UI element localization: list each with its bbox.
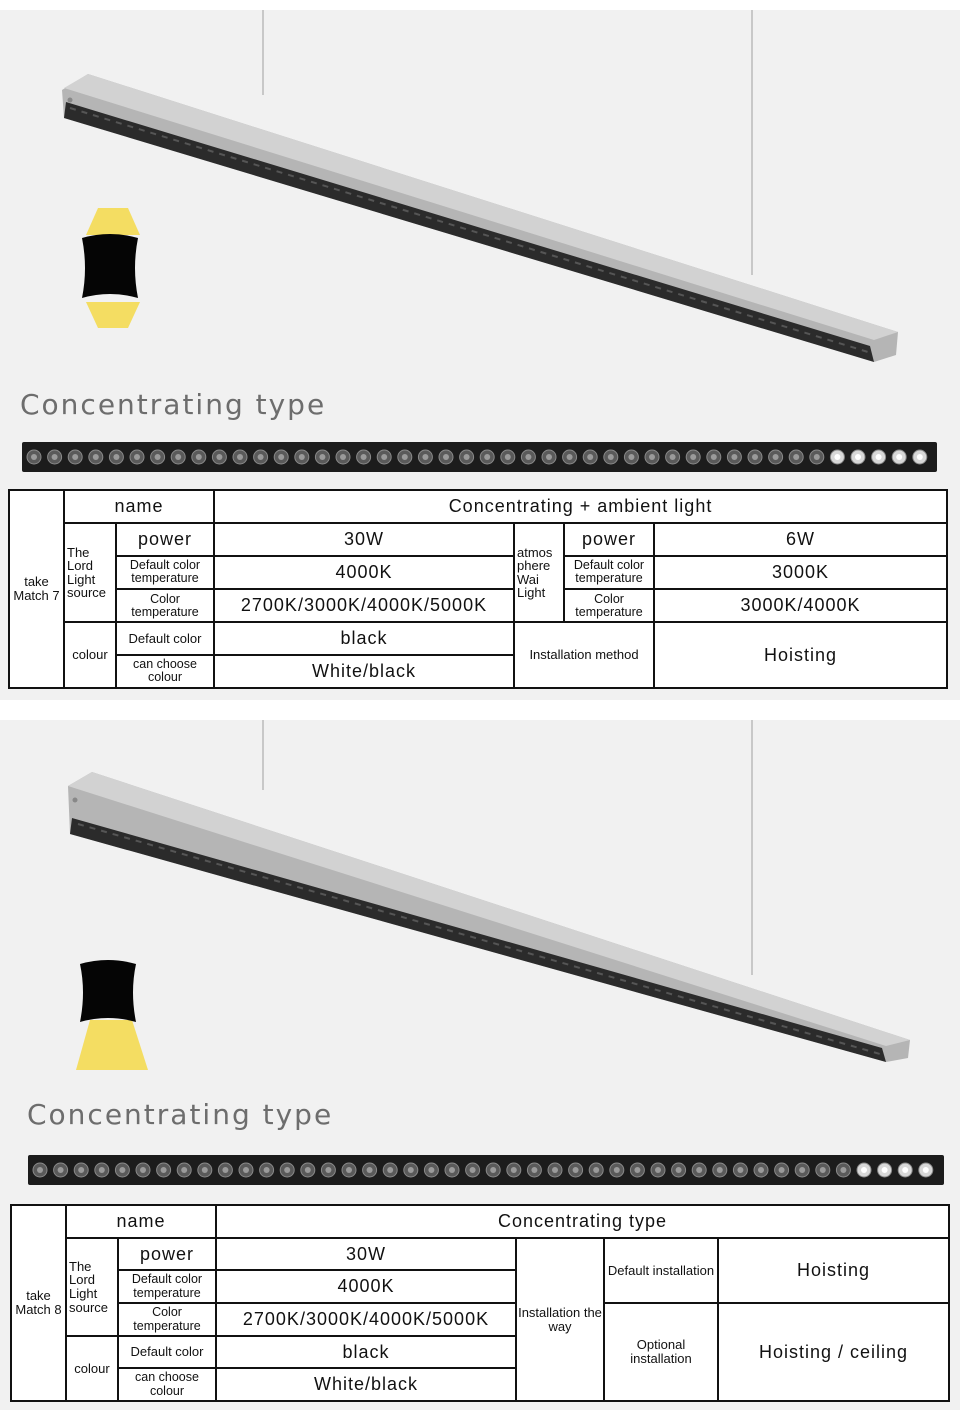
spec-table-1 [8,489,948,689]
led-dot-center [196,454,202,460]
led-dot-center [484,454,490,460]
section-2 [0,710,960,1422]
led-dot-center [923,1167,929,1173]
led-dot-center [902,1167,908,1173]
led-dot-center [99,1167,105,1173]
ambient-default-ct-value: 3000K [654,556,947,589]
name-label: name [66,1205,216,1238]
led-dot-center [834,454,840,460]
led-dot-center [305,1167,311,1173]
led-dot-center [340,454,346,460]
colour-label: colour [66,1336,118,1401]
led-dot-center [408,1167,414,1173]
led-dot-center [319,454,325,460]
led-dot-center [381,454,387,460]
led-dot-center [387,1167,393,1173]
section-1 [0,0,960,710]
led-dot-center [299,454,305,460]
led-dot-center [161,1167,167,1173]
led-dot-center [505,454,511,460]
led-dot-center [717,1167,723,1173]
led-dot-center [113,454,119,460]
led-dot-center [731,454,737,460]
led-dot-center [428,1167,434,1173]
led-dot-center [917,454,923,460]
led-dot-center [93,454,99,460]
led-dot-center [402,454,408,460]
led-dot-center [443,454,449,460]
led-dot-center [284,1167,290,1173]
section-heading: Concentrating type [27,1098,334,1131]
led-dot-center [608,454,614,460]
led-dot-center [37,1167,43,1173]
default-color-value: black [214,622,514,654]
led-dot-center [552,1167,558,1173]
main-light-source-label: The Lord Light source [66,1238,118,1336]
optional-install-label: Optional installation [604,1303,718,1401]
led-dot-center [119,1167,125,1173]
ambient-ct-value: 3000K/4000K [654,589,947,622]
led-dot-center [464,454,470,460]
ct-label: Color temperature [116,589,214,622]
led-dot-center [237,454,243,460]
led-dot-center [628,454,634,460]
can-choose-value: White/black [216,1368,516,1401]
ct-label: Color temperature [118,1303,216,1336]
name-value: Concentrating + ambient light [214,490,947,523]
default-install-value: Hoisting [718,1238,949,1303]
led-dot-center [861,1167,867,1173]
ct-value: 2700K/3000K/4000K/5000K [216,1303,516,1336]
main-light-source-label: The Lord Light source [64,523,116,622]
power-value: 30W [214,523,514,555]
optional-install-value: Hoisting / ceiling [718,1303,949,1401]
led-dot-center [758,1167,764,1173]
section-heading: Concentrating type [20,388,327,421]
install-method-label: Installation method [514,622,654,688]
led-dot-center [876,454,882,460]
led-dot-center [361,454,367,460]
ambient-power-value: 6W [654,523,947,555]
led-dot-center [587,454,593,460]
default-ct-label: Default color temperature [118,1270,216,1303]
install-way-label: Installation the way [516,1238,604,1401]
led-dot-center [779,1167,785,1173]
ambient-light-label: atmos phere Wai Light [514,523,564,622]
led-dot-center [773,454,779,460]
led-dot-center [222,1167,228,1173]
led-dot-center [737,1167,743,1173]
led-dot-center [799,1167,805,1173]
led-dot-center [470,1167,476,1173]
led-dot-center [72,454,78,460]
spec-table-2 [10,1204,950,1402]
led-dot-center [676,1167,682,1173]
power-label: power [118,1238,216,1270]
led-dot-center [140,1167,146,1173]
led-dot-center [181,1167,187,1173]
ambient-ct-label: Color temperature [564,589,654,622]
led-dot-center [134,454,140,460]
colour-label: colour [64,622,116,688]
led-dot-center [325,1167,331,1173]
can-choose-label: can choose colour [118,1368,216,1401]
name-value: Concentrating type [216,1205,949,1238]
led-dot-center [567,454,573,460]
power-label: power [116,523,214,555]
led-dot-center [793,454,799,460]
led-dot-center [896,454,902,460]
led-dot-center [52,454,58,460]
led-dot-center [449,1167,455,1173]
led-dot-center [243,1167,249,1173]
led-strip [22,442,937,472]
led-dot-center [258,454,264,460]
install-method-value: Hoisting [654,622,947,688]
default-color-value: black [216,1336,516,1368]
led-dot-center [882,1167,888,1173]
ct-value: 2700K/3000K/4000K/5000K [214,589,514,622]
led-dot-center [593,1167,599,1173]
led-dot-center [202,1167,208,1173]
led-dot-center [573,1167,579,1173]
up-down-light-icon [82,208,140,328]
led-dot-center [649,454,655,460]
led-dot-center [490,1167,496,1173]
default-install-label: Default installation [604,1238,718,1303]
led-dot-center [264,1167,270,1173]
can-choose-value: White/black [214,655,514,688]
led-dot-center [367,1167,373,1173]
led-dot-center [346,1167,352,1173]
led-dot-center [820,1167,826,1173]
ambient-power-label: power [564,523,654,555]
group-label: take Match 7 [9,490,64,688]
led-dot-center [546,454,552,460]
led-dot-center [614,1167,620,1173]
led-dot-center [175,454,181,460]
led-dot-center [855,454,861,460]
led-dot-center [814,454,820,460]
led-dot-center [634,1167,640,1173]
led-strip [28,1155,944,1185]
led-dot-center [155,454,161,460]
power-value: 30W [216,1238,516,1270]
led-dot-center [670,454,676,460]
ambient-default-ct-label: Default color temperature [564,556,654,589]
led-dot-center [525,454,531,460]
led-dot-center [31,454,37,460]
led-dot-center [278,454,284,460]
led-dot-center [840,1167,846,1173]
group-label: take Match 8 [11,1205,66,1401]
default-ct-value: 4000K [214,556,514,589]
led-dot-center [58,1167,64,1173]
led-dot-center [531,1167,537,1173]
default-color-label: Default color [116,622,214,654]
led-dot-center [752,454,758,460]
led-dot-center [216,454,222,460]
name-label: name [64,490,214,523]
down-light-icon [76,960,148,1070]
default-color-label: Default color [118,1336,216,1368]
led-dot-center [696,1167,702,1173]
led-dot-center [690,454,696,460]
can-choose-label: can choose colour [116,655,214,688]
default-ct-value: 4000K [216,1270,516,1303]
led-dot-center [78,1167,84,1173]
led-dot-center [711,454,717,460]
led-dot-center [511,1167,517,1173]
default-ct-label: Default color temperature [116,556,214,589]
led-dot-center [422,454,428,460]
led-dot-center [655,1167,661,1173]
